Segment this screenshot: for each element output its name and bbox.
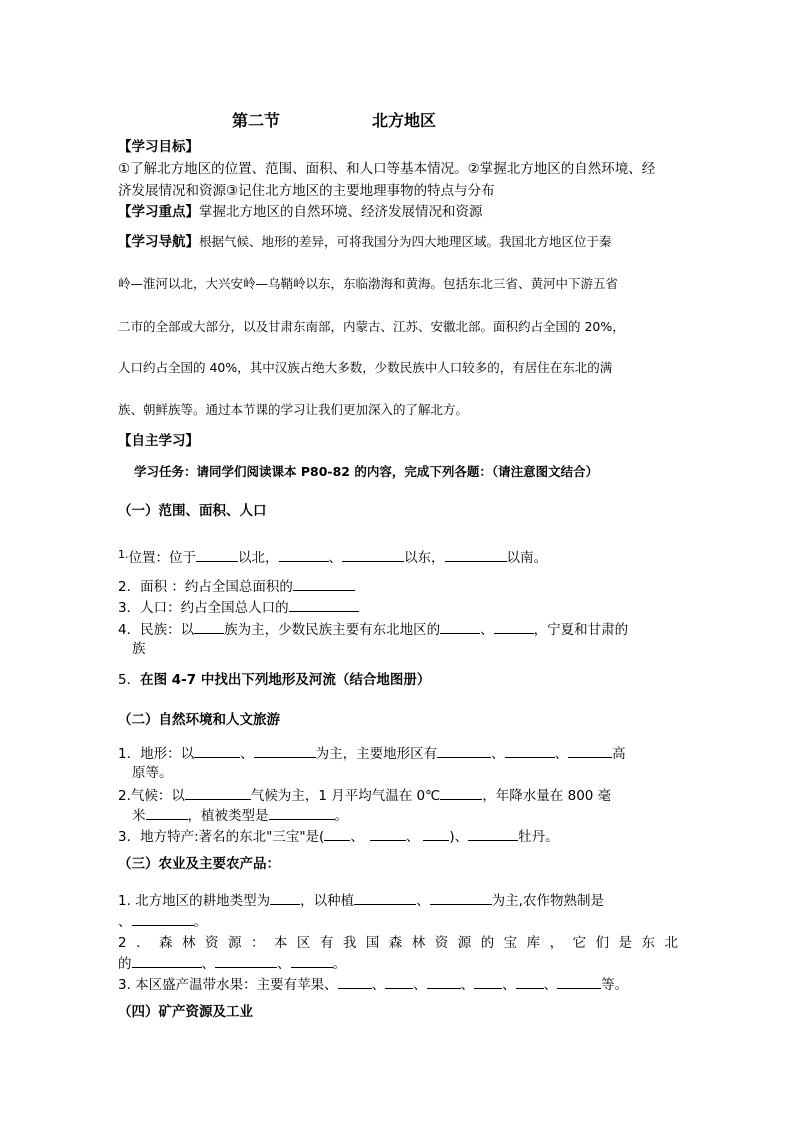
sec3-question-2-cont [118,954,346,973]
q4-text-c: 、 [480,622,494,638]
s3q3-text-e: 、 [502,977,516,993]
section-title: 北方地区 [372,111,437,130]
key-points-text: 掌握北方地区的自然环境、经济发展情况和资源 [199,204,483,220]
s2q1-text-a: 1．地形：以 [118,746,195,762]
s3q3-text-g: 等。 [601,977,629,993]
blank-field[interactable] [293,577,355,591]
s3q1-text-d: 为主,农作物熟制是 [491,893,604,909]
s2q2-text-f: 。 [334,808,348,824]
s2q3-text-e: 牡丹。 [518,829,559,845]
section-2-heading: （二）自然环境和人文旅游 [118,712,280,728]
sec3-question-3 [118,975,628,994]
blank-field[interactable] [269,806,335,820]
q1-text-c: 、 [328,550,342,566]
s3q1-text-c: 、 [416,893,430,909]
key-points [118,203,483,221]
s3q2-text-a: 2．森林资源：本区有我国森林资源的宝库，它们是东北 [118,935,678,951]
s2q2-text-e: ，植被类型是 [187,808,269,824]
blank-field[interactable] [324,827,350,841]
blank-field[interactable] [194,620,224,634]
s3q3-text-f: 、 [543,977,558,993]
s3q3-text-b: 、 [371,977,386,993]
blank-field[interactable] [342,548,404,562]
s2q3-text-a: 3．地方特产:著名的东北"三宝"是( [118,829,325,845]
sec1-question-3 [118,598,359,617]
guide-line-1 [118,233,612,251]
q1-text-a: 位置：位于 [128,550,196,566]
guide-text-1: 根据气候、地形的差异，可将我国分为四大地理区域。我国北方地区位于秦 [199,234,612,249]
sec2-question-1 [118,744,626,763]
guide-line-3: 二市的全部或大部分，以及甘肃东南部，内蒙古、江苏、安徽北部。面积约占全国的 20%， [118,319,625,334]
item-5-number: 5． [118,672,141,688]
sec1-question-4 [118,620,628,639]
blank-field[interactable] [474,975,502,989]
sec3-question-1 [118,891,604,910]
s2q2-text-d: 米 [132,808,146,824]
s3q2-text-b: 的 [118,956,132,972]
blank-field[interactable] [194,744,240,758]
s2q1-text-e: 、 [554,746,569,762]
sec2-question-2 [118,786,611,805]
sec2-question-3 [118,827,559,846]
blank-field[interactable] [289,598,359,612]
sec3-question-1-cont [118,912,207,931]
blank-field[interactable] [494,620,534,634]
s2q1-text-d: 、 [491,746,505,762]
blank-field[interactable] [468,827,518,841]
item-5-text: 在图 4-7 中找出下列地形及河流（结合地图册） [140,672,431,688]
objectives-block [118,138,199,156]
guide-line-5: 族、朝鲜族等。通过本节课的学习让我们更加深入的了解北方。 [118,402,469,417]
s2q1-text-g: 原等。 [132,765,173,781]
s3q3-text-a: 3. 本区盛产温带水果：主要有苹果、 [118,977,338,993]
s2q3-text-b: 、 [350,829,364,845]
blank-field[interactable] [516,975,544,989]
blank-field[interactable] [279,548,329,562]
section-number: 第二节 [232,111,281,130]
blank-field[interactable] [354,891,416,905]
objectives-heading: 【学习目标】 [118,139,199,155]
s3q1-text-b: ，以种植 [300,893,355,909]
self-study-heading: 【自主学习】 [118,433,199,449]
s3q1-text-a: 1. 北方地区的耕地类型为 [118,893,271,909]
blank-field[interactable] [254,744,316,758]
s3q3-text-c: 、 [413,977,427,993]
q2-text: 2．面积 ：约占全国总面积的 [118,579,293,595]
blank-field[interactable] [132,954,202,968]
s2q1-text-b: 、 [240,746,254,762]
s2q2-text-c: ，年降水量在 800 毫 [482,788,612,804]
blank-field[interactable] [338,975,372,989]
key-points-heading: 【学习重点】 [118,204,199,220]
s3q1-text-e: 、 [118,914,132,930]
s2q3-text-d: )、 [449,829,469,845]
q1-number: 1. [118,548,129,561]
q3-text: 3．人口：约占全国总人口的 [118,600,289,616]
guide-line-2: 岭—淮河以北，大兴安岭—乌鞘岭以东，东临渤海和黄海。包括东北三省、黄河中下游五省 [118,276,619,291]
blank-field[interactable] [427,975,461,989]
s2q2-text-b: 气候为主，1 月平均气温在 0℃ [250,788,441,804]
s2q1-text-c: 为主，主要地形区有 [315,746,438,762]
blank-field[interactable] [430,891,492,905]
blank-field[interactable] [385,975,413,989]
s2q2-text-a: 2.气候：以 [118,788,185,804]
guide-heading: 【学习导航】 [118,234,199,250]
item-5 [118,671,430,689]
s2q3-text-c: 、 [405,829,420,845]
blank-field[interactable] [568,744,612,758]
q4-text-b: 族为主，少数民族主要有东北地区的 [224,622,441,638]
s3q2-text-d: 、 [277,956,291,972]
objectives-line-2: 济发展情况和资源③记住北方地区的主要地理事物的特点与分布 [118,183,495,199]
q4-text-d: ，宁夏和甘肃的 [533,622,629,638]
blank-field[interactable] [185,786,251,800]
blank-field[interactable] [505,744,555,758]
q1-text-b: 以北， [238,550,279,566]
sec2-question-2-cont [132,806,348,825]
blank-field[interactable] [291,954,333,968]
blank-field[interactable] [270,891,300,905]
blank-field[interactable] [445,548,507,562]
blank-field[interactable] [215,954,277,968]
s3q2-text-e: 。 [332,956,346,972]
blank-field[interactable] [146,806,188,820]
blank-field[interactable] [557,975,601,989]
s3q3-text-d: 、 [460,977,475,993]
s3q2-text-c: 、 [201,956,215,972]
blank-field[interactable] [423,827,449,841]
section-1-heading: （一）范围、面积、人口 [118,503,267,519]
objectives-line-1: ①了解北方地区的位置、范围、面积、和人口等基本情况。②掌握北方地区的自然环境、经 [118,161,656,177]
blank-field[interactable] [440,620,480,634]
blank-field[interactable] [440,786,482,800]
q4-text-a: 4．民族：以 [118,622,195,638]
self-study-task: 学习任务：请同学们阅读课本 P80-82 的内容，完成下列各题：（请注意图文结合） [134,464,599,479]
blank-field[interactable] [370,827,406,841]
blank-field[interactable] [437,744,491,758]
q4-text-e: 族 [132,641,146,657]
blank-field[interactable] [196,548,238,562]
q1-text-d: 以东， [404,550,445,566]
s2q1-text-f: 高 [612,746,626,762]
guide-line-4: 人口约占全国的 40%，其中汉族占绝大多数，少数民族中人口较多的，有居住在东北的满 [118,360,613,375]
sec1-question-1 [118,546,547,567]
sec1-question-2 [118,577,355,596]
blank-field[interactable] [132,912,194,926]
section-4-heading: （四）矿产资源及工业 [118,1004,253,1020]
section-3-heading: （三）农业及主要农产品： [118,856,280,872]
q1-text-e: 以南。 [506,550,547,566]
s3q1-text-f: 。 [193,914,207,930]
